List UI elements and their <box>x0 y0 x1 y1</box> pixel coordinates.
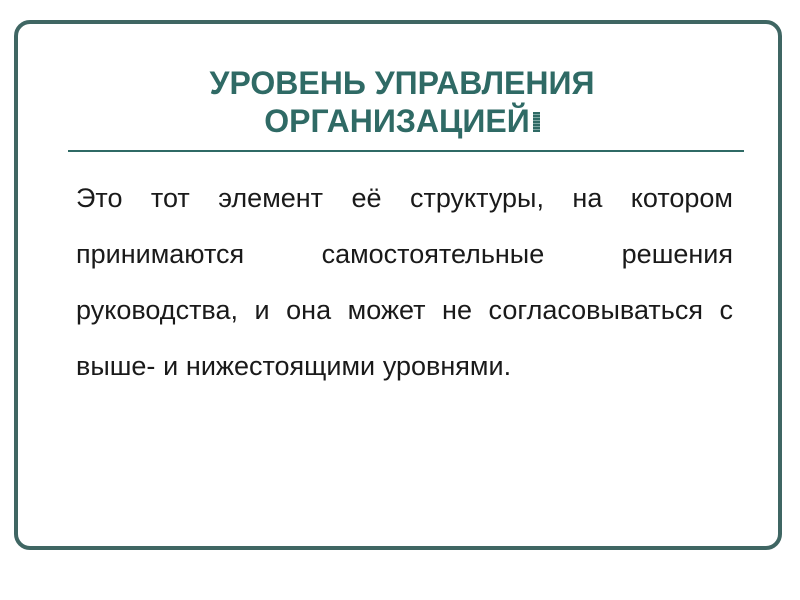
slide-frame <box>14 20 782 550</box>
slide-body-text: Это тот элемент её структуры, на котором принимаются самостоятельные решения руководства, и она может не согласовываться с выше- и нижестоящими уровнями. <box>76 183 733 381</box>
slide-title-line-2: ОРГАНИЗАЦИЕЙ <box>264 103 530 139</box>
slide-title-line-1: УРОВЕНЬ УПРАВЛЕНИЯ <box>209 65 595 101</box>
slide-title-line-2-wrap <box>18 102 786 140</box>
title-divider <box>68 150 744 152</box>
slide-title <box>18 64 786 140</box>
title-colon-mark <box>533 112 540 132</box>
